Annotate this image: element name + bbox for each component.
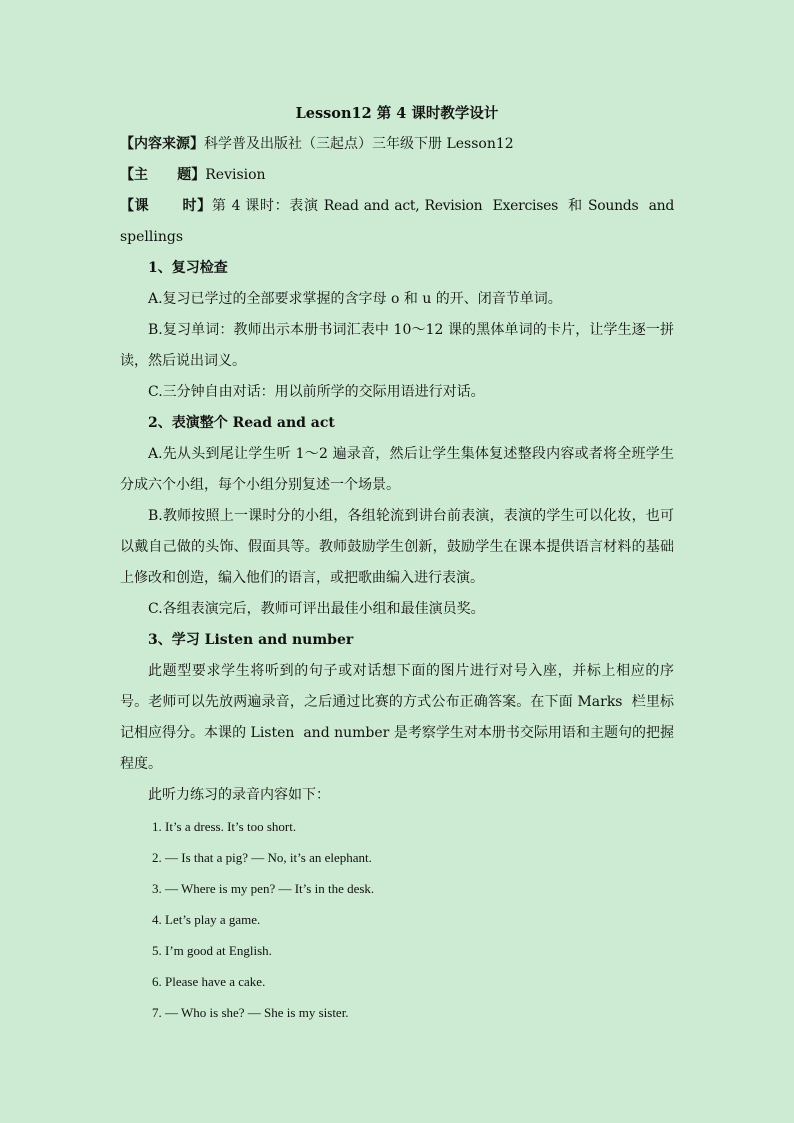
source-value: 科学普及出版社（三起点）三年级下册 Lesson12 [204,136,514,152]
source-line [120,129,674,160]
page-title: Lesson12 第 4 课时教学设计 [295,105,499,122]
script-item-3: 3. — Where is my pen? — It’s in the desk. [152,881,375,896]
script-item-2: 2. — Is that a pig? — No, it’s an elephant. [152,850,372,865]
section-2-paragraph-c: C.各组表演完后，教师可评出最佳小组和最佳演员奖。 [148,601,485,617]
script-item-7: 7. — Who is she? — She is my sister. [152,1005,349,1020]
period-line-continued: spellings [120,229,184,245]
section-1-heading: 1、复习检查 [148,260,228,276]
section-3-heading: 3、学习 Listen and number [148,632,354,648]
section-1-paragraph-a: A.复习已学过的全部要求掌握的含字母 o 和 u 的开、闭音节单词。 [148,291,562,307]
script-item-6: 6. Please have a cake. [152,974,266,989]
topic-label: 【主 题】 [120,167,206,183]
period-label: 【课 时】 [120,198,212,214]
topic-line [120,160,674,191]
section-2-paragraph-a: A.先从头到尾让学生听 1～2 遍录音，然后让学生集体复述整段内容或者将全班学生分成六个小组，每个小组分别复述一个场景。 [120,446,674,493]
section-3-paragraph-b: 此听力练习的录音内容如下： [148,787,330,803]
script-item-5: 5. I’m good at English. [152,943,272,958]
section-1-paragraph-c: C.三分钟自由对话：用以前所学的交际用语进行对话。 [148,384,485,400]
section-3-paragraph-a: 此题型要求学生将听到的句子或对话想下面的图片进行对号入座，并标上相应的序号。老师可以先放两遍录音，之后通过比赛的方式公布正确答案。在下面 Marks 栏里标记相应得分。本课的 Listen and number 是考察学生对本册书交际用语和主题句的把握程度。 [120,663,674,772]
section-1-paragraph-b: B.复习单词：教师出示本册书词汇表中 10～12 课的黑体单词的卡片，让学生逐一拼读，然后说出词义。 [120,322,674,369]
period-line [120,191,674,222]
source-label: 【内容来源】 [120,136,204,152]
script-item-1: 1. It’s a dress. It’s too short. [152,819,297,834]
section-2-heading: 2、表演整个 Read and act [148,415,335,431]
section-2-paragraph-b: B.教师按照上一课时分的小组，各组轮流到讲台前表演，表演的学生可以化妆，也可以戴自己做的头饰、假面具等。教师鼓励学生创新，鼓励学生在课本提供语言材料的基础上修改和创造，编入他们的语言，或把歌曲编入进行表演。 [120,508,674,586]
period-value: 第 4 课时：表演 Read and act, Revision Exercises 和 Sounds and [211,198,674,214]
document-body [120,98,674,1028]
script-item-4: 4. Let’s play a game. [152,912,261,927]
topic-value: Revision [205,167,266,183]
